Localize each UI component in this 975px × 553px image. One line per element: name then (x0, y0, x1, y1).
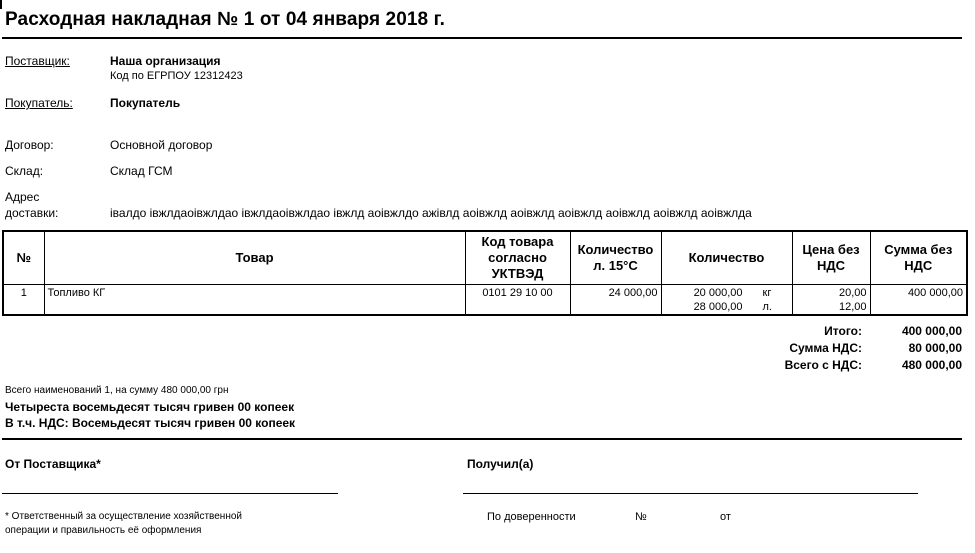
cell-unit-1: кг (762, 287, 772, 299)
cell-code: 0101 29 10 00 (465, 285, 570, 316)
grand-total-label: Всего с НДС: (784, 358, 862, 372)
proxy-label: По доверенности (487, 511, 576, 523)
footnote-line-2: операции и правильность её оформления (5, 525, 202, 536)
received-label: Получил(а) (467, 457, 534, 471)
grand-total-value: 480 000,00 (901, 358, 962, 372)
vat-in-words: В т.ч. НДС: Восемьдесят тысяч гривен 00 копеек (5, 416, 296, 430)
col-header-qty15: Количество л. 15°С (570, 231, 661, 285)
title-underline (2, 37, 962, 39)
col-header-code: Код товара согласно УКТВЭД (465, 231, 570, 285)
cell-product: Топливо КГ (44, 285, 465, 316)
buyer-label[interactable]: Покупатель: (5, 96, 73, 110)
vat-value: 80 000,00 (908, 341, 962, 355)
cell-price-1: 20,00 (838, 287, 867, 299)
cell-num: 1 (3, 285, 44, 316)
warehouse-value: Склад ГСМ (110, 164, 173, 178)
total-label: Итого: (824, 324, 862, 338)
buyer-name: Покупатель (110, 96, 181, 110)
from-supplier-label: От Поставщика* (5, 457, 101, 471)
supplier-code: Код по ЕГРПОУ 12312423 (110, 70, 243, 82)
qty-line-1 (665, 286, 789, 300)
page-title: Расходная накладная № 1 от 04 января 2018 г. (5, 9, 446, 30)
footnote-line-1: * Ответственный за осуществление хозяйственной (5, 511, 242, 522)
cell-price (792, 285, 870, 316)
cell-sum: 400 000,00 (870, 285, 967, 316)
qty-line-2 (665, 300, 789, 314)
contract-label: Договор: (5, 138, 54, 152)
amount-in-words: Четыреста восемьдесят тысяч гривен 00 копеек (5, 400, 295, 414)
items-count-summary: Всего наименований 1, на сумму 480 000,00 грн (5, 385, 229, 396)
cell-unit-2: л. (762, 301, 772, 313)
cell-qty-2: 28 000,00 (693, 301, 743, 313)
delivery-label-line1: Адрес (5, 190, 40, 204)
proxy-number-label: № (635, 511, 647, 523)
table-header-row (3, 231, 967, 285)
table-row (3, 285, 967, 316)
total-value: 400 000,00 (901, 324, 962, 338)
cell-price-2: 12,00 (838, 301, 867, 313)
vat-label: Сумма НДС: (789, 341, 862, 355)
proxy-date-label: от (720, 511, 731, 523)
goods-table (2, 230, 968, 316)
cell-qty (661, 285, 792, 316)
col-header-num: № (3, 231, 44, 285)
delivery-label-line2: доставки: (5, 206, 59, 220)
contract-value: Основной договор (110, 138, 213, 152)
cell-qty15: 24 000,00 (570, 285, 661, 316)
left-edge-mark (0, 0, 2, 9)
warehouse-label: Склад: (5, 164, 44, 178)
supplier-signature-line (2, 493, 338, 494)
col-header-sum: Сумма без НДС (870, 231, 967, 285)
summary-divider (2, 438, 962, 440)
col-header-product: Товар (44, 231, 465, 285)
supplier-name: Наша организация (110, 54, 221, 68)
delivery-address: івалдо івжлдаоівжлдао івжлдаоівжлдао івжлд аоівжлдо ажівлд аоівжлд аоівжлд аоівжлд аоівжлд аоівжлд аоівжлда (110, 206, 752, 220)
cell-qty-1: 20 000,00 (693, 287, 743, 299)
col-header-price: Цена без НДС (792, 231, 870, 285)
col-header-qty: Количество (661, 231, 792, 285)
supplier-label[interactable]: Поставщик: (5, 54, 70, 68)
receiver-signature-line (463, 493, 918, 494)
